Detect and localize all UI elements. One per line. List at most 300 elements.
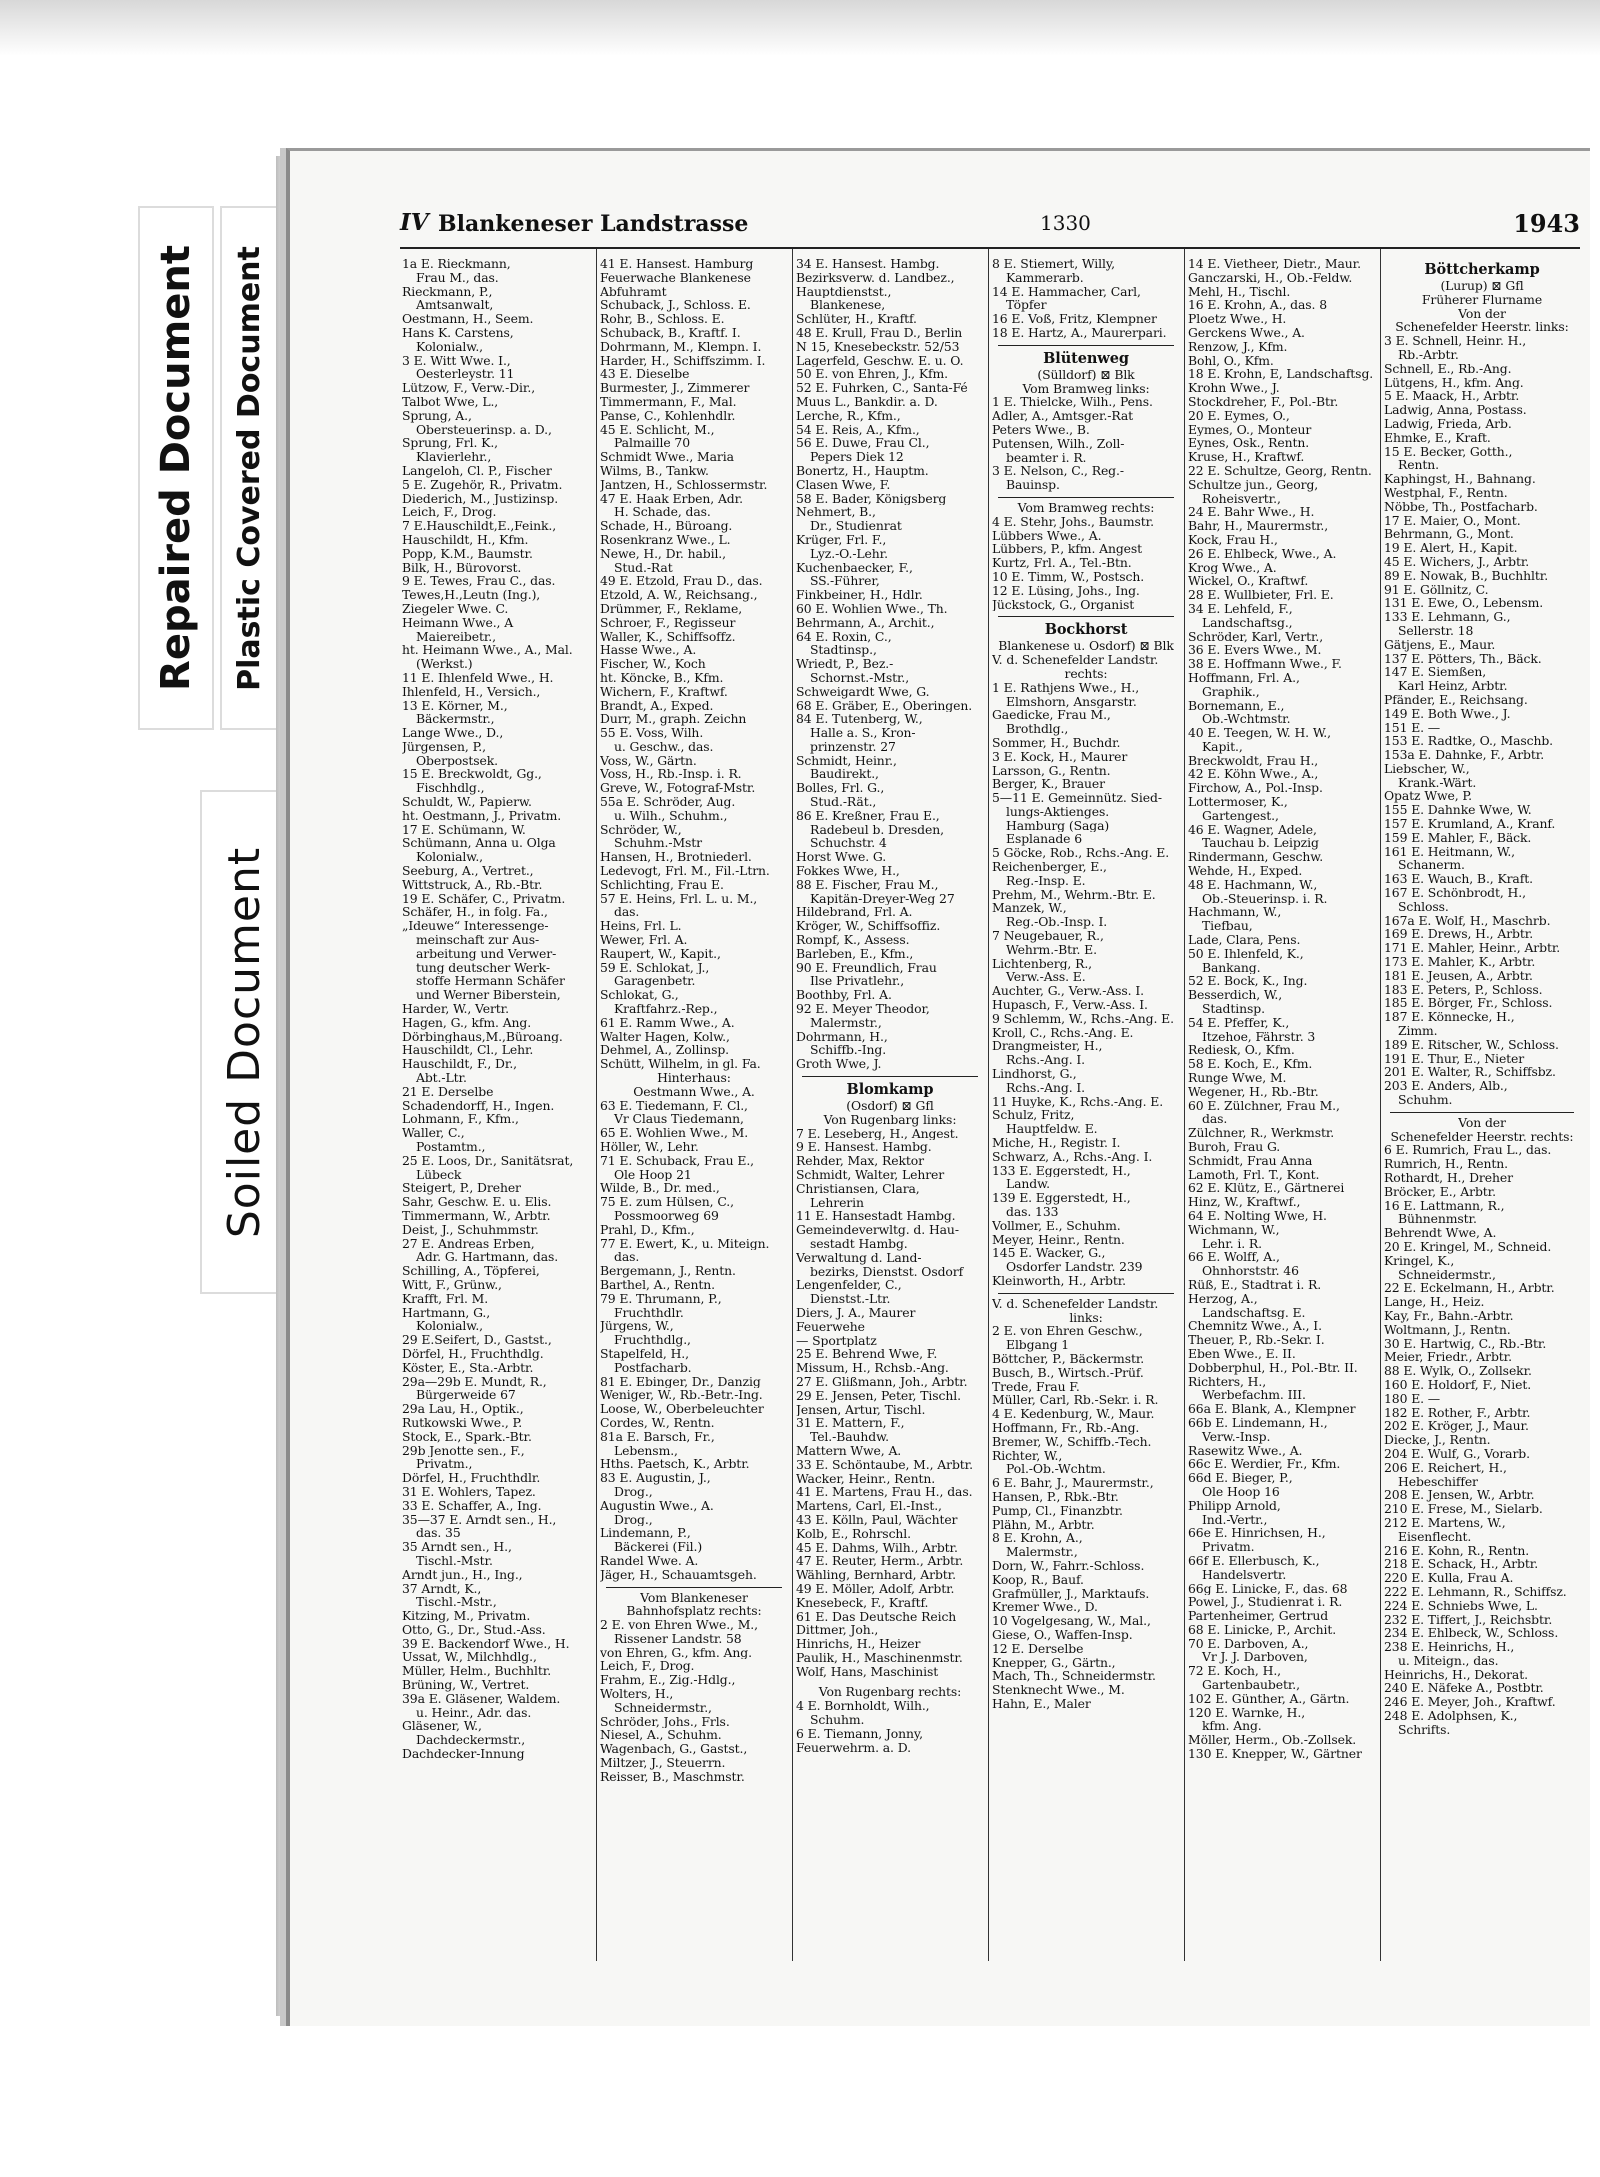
directory-entry: Raupert, W., Kapit., <box>600 946 721 961</box>
directory-entry: Hinz, W., Kraftwf., <box>1188 1195 1301 1209</box>
directory-entry: Schultze jun., Georg, <box>1188 477 1319 492</box>
directory-entry: Radebeul b. Dresden, <box>810 822 944 837</box>
directory-column-5 <box>1188 257 1376 1957</box>
directory-entry: Bilk, H., Bürovorst. <box>402 560 522 575</box>
street-heading: Bockhorst <box>1044 621 1128 639</box>
directory-entry: Hasse Wwe., A. <box>600 643 697 658</box>
directory-entry: Gätjens, E., Maur. <box>1384 637 1496 652</box>
directory-entry: Lübeck <box>416 1167 462 1182</box>
directory-entry: 3 E. Nelson, C., Reg.- <box>992 464 1124 479</box>
directory-entry: von Ehren, G., kfm. Ang. <box>600 1645 752 1660</box>
directory-entry: Schornst.-Mstr., <box>810 670 910 685</box>
directory-entry: 40 E. Teegen, W. H. W., <box>1188 726 1331 740</box>
directory-entry: Wolf, Hans, Maschinist <box>796 1664 939 1679</box>
directory-entry: Sellerstr. 18 <box>1398 623 1474 638</box>
directory-entry: Rchs.-Ang. I. <box>1006 1053 1086 1068</box>
directory-entry: beamter i. R. <box>1006 450 1087 465</box>
directory-entry: Dachdecker-Innung <box>402 1747 525 1761</box>
directory-entry: Groth Wwe, J. <box>796 1057 882 1072</box>
directory-entry: 71 E. Schuback, Frau E., <box>600 1153 755 1168</box>
directory-entry: Eisenflecht. <box>1398 1529 1472 1544</box>
directory-entry: Otto, G., Dr., Stud.-Ass. <box>402 1622 546 1637</box>
directory-entry: Bezirksverw. d. Landbez., <box>796 270 955 285</box>
column-divider <box>1380 249 1381 1961</box>
directory-entry: Verw.-Insp. <box>1202 1429 1271 1444</box>
directory-entry: Nehmert, B., <box>796 505 876 520</box>
directory-entry: Miche, H., Registr. I. <box>992 1136 1121 1150</box>
directory-entry: Leich, F., Drog. <box>600 1659 695 1674</box>
section-caption: Schenefelder Heerstr. links: <box>1395 320 1569 335</box>
column-divider <box>1184 249 1185 1961</box>
directory-entry: Schanerm. <box>1398 858 1465 873</box>
directory-entry: 55 E. Voss, Wilh. <box>600 726 704 740</box>
directory-entry: 52 E. Fuhrken, C., Santa-Fé <box>796 381 968 395</box>
directory-entry: Schroer, F., Regisseur <box>600 615 736 630</box>
directory-entry: Nöbbe, Th., Postfacharb. <box>1384 499 1538 514</box>
directory-entry: 49 E. Möller, Adolf, Arbtr. <box>796 1581 955 1596</box>
directory-entry: 181 E. Jeusen, A., Arbtr. <box>1384 968 1533 983</box>
section-caption: Von Rugenbarg rechts: <box>818 1685 962 1700</box>
directory-entry: Rutkowski Wwe., P. <box>402 1415 523 1430</box>
directory-entry: Kolonialw., <box>416 850 484 865</box>
directory-entry: das. <box>614 905 640 920</box>
directory-entry: Jürgensen, P., <box>402 739 486 754</box>
directory-entry: 33 E. Schöntaube, M., Arbtr. <box>796 1457 973 1472</box>
directory-entry: Lübbers, P., kfm. Angest <box>992 542 1143 557</box>
directory-entry: Schütt, Wilhelm, in gl. Fa. <box>600 1057 761 1072</box>
directory-page <box>286 148 1590 2026</box>
directory-entry: 61 E. Ramm Wwe., A. <box>600 1015 735 1030</box>
directory-entry: 68 E. Gräber, E., Oberingen. <box>796 698 973 713</box>
directory-entry: Finkbeiner, H., Hdlr. <box>796 588 923 602</box>
directory-entry: Leich, F., Drog. <box>402 505 497 520</box>
directory-entry: Rindermann, Geschw. <box>1188 850 1324 865</box>
directory-entry: Palmaille 70 <box>614 436 690 451</box>
directory-entry: 161 E. Heitmann, W., <box>1384 844 1516 859</box>
directory-entry: 201 E. Walter, R., Schiffsbz. <box>1384 1065 1556 1080</box>
directory-entry: 66d E. Bieger, P., <box>1188 1471 1293 1485</box>
directory-entry: 5 E. Maack, H., Arbtr. <box>1384 389 1520 404</box>
directory-entry: Sprung, A., <box>402 408 472 423</box>
directory-entry: Woltmann, J., Rentn. <box>1384 1322 1511 1337</box>
directory-entry: Waller, K., Schiffsoffz. <box>600 629 736 644</box>
directory-entry: Missum, H., Rchsb.-Ang. <box>796 1361 949 1375</box>
directory-entry: Horst Wwe. G. <box>796 850 887 865</box>
directory-entry: Lichtenberg, R., <box>992 956 1093 971</box>
directory-entry: 159 E. Mahler, F., Bäck. <box>1384 830 1532 845</box>
section-caption: (Lurup) ⊠ Gfl <box>1440 279 1524 293</box>
directory-entry: arbeitung und Verwer- <box>416 946 557 961</box>
directory-entry: Krafft, Frl. M. <box>402 1291 489 1306</box>
directory-entry: 102 E. Günther, A., Gärtn. <box>1188 1691 1350 1706</box>
section-caption: Vom Bramweg rechts: <box>1017 500 1155 515</box>
directory-entry: Rüß, E., Stadtrat i. R. <box>1188 1277 1322 1292</box>
directory-entry: Bürgerweide 67 <box>416 1388 516 1403</box>
label-plastic-text: Plastic Covered Document <box>231 245 267 691</box>
section-gap <box>796 1678 984 1685</box>
directory-entry: 59 E. Schlokat, J., <box>600 960 710 975</box>
directory-entry: Hildebrand, Frl. A. <box>796 905 913 920</box>
directory-entry: Hauschildt, H., Kfm. <box>402 532 529 547</box>
directory-entry: 31 E. Wohlers, Tapez. <box>402 1484 536 1499</box>
directory-entry: Firchow, A., Pol.-Insp. <box>1188 781 1323 796</box>
directory-entry: 14 E. Vietheer, Dietr., Maur. <box>1188 257 1361 271</box>
directory-entry: Ploetz Wwe., H. <box>1188 312 1287 326</box>
section-caption: Von Rugenbarg links: <box>823 1112 957 1127</box>
directory-entry: 1 E. Thielcke, Wilh., Pens. <box>992 395 1153 410</box>
directory-entry: Timmermann, F., Mal. <box>600 394 737 409</box>
directory-entry: Postamtm., <box>416 1140 486 1154</box>
section-separator <box>1390 1112 1574 1113</box>
directory-entry: Elmshorn, Ansgarstr. <box>1006 694 1137 709</box>
directory-entry: Theuer, P., Rb.-Sekr. I. <box>1188 1333 1325 1347</box>
directory-entry: 54 E. Pfeffer, K., <box>1188 1015 1290 1030</box>
directory-entry: Breckwoldt, Frau H., <box>1188 753 1319 768</box>
directory-entry: Kroll, C., Rchs.-Ang. E. <box>992 1025 1134 1040</box>
directory-entry: Manzek, W., <box>992 901 1067 916</box>
directory-entry: Ussat, W., Milchhdlg., <box>402 1650 537 1665</box>
directory-entry: Augustin Wwe., A. <box>600 1498 714 1513</box>
directory-entry: Meier, Friedr., Arbtr. <box>1384 1350 1512 1365</box>
directory-entry: 187 E. Könnecke, H., <box>1384 1010 1515 1025</box>
directory-entry: 17 E. Maier, O., Mont. <box>1384 513 1521 528</box>
directory-entry: lungs-Aktienges. <box>1006 804 1110 819</box>
section-caption: Vom Blankeneser <box>640 1590 748 1605</box>
directory-entry: Bolles, Frl. G., <box>796 781 885 796</box>
directory-entry: 66 E. Wolff, A., <box>1188 1250 1280 1265</box>
directory-entry: Ole Hoop 21 <box>614 1167 692 1182</box>
directory-entry: Ind.-Vertr., <box>1202 1512 1268 1527</box>
directory-entry: 8 E. Krohn, A., <box>992 1531 1083 1546</box>
directory-entry: 139 E. Eggerstedt, H., <box>992 1191 1131 1205</box>
directory-entry: Jäger, H., Schauamtsgeh. <box>600 1567 757 1582</box>
section-caption: Blankenese u. Osdorf) ⊠ Blk <box>998 639 1174 654</box>
directory-entry: Sahr, Geschw. E. u. Elis. <box>402 1195 552 1209</box>
directory-entry: Jürgens, W., <box>600 1319 674 1334</box>
directory-entry: Kolonialw., <box>416 339 484 354</box>
directory-entry: Gartengest., <box>1202 808 1279 823</box>
directory-entry: Plähn, M., Arbtr. <box>992 1517 1095 1532</box>
directory-entry: Cordes, W., Rentn. <box>600 1415 715 1430</box>
directory-entry: Drog., <box>614 1512 653 1527</box>
directory-entry: Christiansen, Clara, <box>796 1181 920 1196</box>
directory-entry: Lade, Clara, Pens. <box>1188 933 1301 947</box>
directory-entry: Dorn, W., Fahrr.-Schloss. <box>992 1558 1145 1573</box>
directory-entry: Loose, W., Oberbeleuchter <box>600 1402 764 1416</box>
directory-entry: 19 E. Schäfer, C., Privatm. <box>402 891 566 906</box>
directory-entry: 37 Arndt, K., <box>402 1581 482 1596</box>
directory-entry: Kaphingst, H., Bahnang. <box>1384 472 1536 486</box>
directory-entry: Schuback, J., Schloss. E. <box>600 298 751 313</box>
directory-entry: Krüger, Frl. F., <box>796 532 887 547</box>
page-binding-edge <box>276 156 286 2016</box>
directory-column-3 <box>796 257 984 1957</box>
directory-year: 1943 <box>1513 209 1580 238</box>
directory-entry: Barthel, A., Rentn. <box>600 1277 715 1292</box>
directory-entry: 68 E. Linicke, P., Archit. <box>1188 1622 1337 1637</box>
directory-entry: Abt.-Ltr. <box>416 1071 467 1085</box>
label-soiled-text: Soiled Document <box>219 846 271 1238</box>
directory-entry: 45 E. Wichers, J., Arbtr. <box>1384 554 1530 569</box>
directory-entry: Lange, H., Heiz. <box>1384 1295 1485 1309</box>
directory-entry: Randel Wwe. A. <box>600 1553 699 1568</box>
directory-entry: 60 E. Zülchner, Frau M., <box>1188 1098 1340 1113</box>
directory-entry: Roheisvertr., <box>1202 491 1281 506</box>
directory-entry: 64 E. Nolting Wwe, H. <box>1188 1208 1327 1223</box>
directory-entry: Lagerfeld, Geschw. E. u. O. <box>796 353 964 368</box>
directory-entry: 49 E. Etzold, Frau D., das. <box>600 574 763 589</box>
section-separator <box>606 1587 782 1588</box>
directory-entry: Newe, H., Dr. habil., <box>600 546 726 561</box>
directory-entry: Kolb, E., Rohrschl. <box>796 1526 911 1541</box>
directory-entry: 33 E. Schaffer, A., Ing. <box>402 1498 542 1513</box>
directory-entry: Hauptfeldw. E. <box>1006 1122 1098 1137</box>
directory-entry: Wacker, Heinr., Rentn. <box>796 1471 936 1486</box>
directory-entry: 39 E. Backendorf Wwe., H. <box>402 1636 570 1651</box>
directory-entry: Stenknecht Wwe., M. <box>992 1683 1125 1697</box>
directory-entry: Grafmüller, J., Marktaufs. <box>992 1586 1150 1601</box>
directory-entry: 208 E. Jensen, W., Arbtr. <box>1384 1488 1535 1503</box>
directory-entry: Müller, Helm., Buchhltr. <box>402 1664 552 1679</box>
directory-entry: Runge Wwe, M. <box>1188 1071 1287 1085</box>
directory-entry: Handelsvertr. <box>1202 1567 1287 1582</box>
directory-entry: Sprung, Frl. K., <box>402 436 499 451</box>
directory-entry: 5 Göcke, Rob., Rchs.-Ang. E. <box>992 846 1170 861</box>
directory-entry: u. Miteign., das. <box>1398 1653 1499 1668</box>
directory-entry: Behrendt Wwe, A. <box>1384 1226 1497 1240</box>
directory-entry: Rasewitz Wwe., A. <box>1188 1443 1303 1458</box>
directory-entry: Töpfer <box>1006 298 1047 313</box>
section-caption: Oestmann Wwe., A. <box>633 1084 755 1099</box>
directory-entry: Schilling, A., Töpferei, <box>402 1264 540 1278</box>
directory-entry: Mehl, H., Tischl. <box>1188 284 1291 299</box>
directory-entry: Kurtz, Frl. A., Tel.-Btn. <box>992 556 1132 570</box>
directory-entry: 88 E. Wylk, O., Zollsekr. <box>1384 1364 1532 1378</box>
column-divider <box>988 249 989 1961</box>
directory-entry: Prehm, M., Wehrm.-Btr. E. <box>992 887 1156 902</box>
directory-entry: 89 E. Nowak, B., Buchhltr. <box>1384 568 1549 583</box>
directory-entry: 29 E. Jensen, Peter, Tischl. <box>796 1388 961 1403</box>
directory-entry: 88 E. Fischer, Frau M., <box>796 877 939 892</box>
directory-entry: Amtsanwalt, <box>416 298 494 313</box>
directory-entry: 182 E. Rother, F., Arbtr. <box>1384 1405 1531 1420</box>
directory-entry: Kraftfahrz.-Rep., <box>614 1002 718 1016</box>
directory-entry: 8 E. Stiemert, Willy, <box>992 257 1115 271</box>
directory-entry: Feuerwehe <box>796 1319 865 1334</box>
directory-entry: Rieckmann, P., <box>402 284 493 299</box>
directory-entry: 218 E. Schack, H., Arbtr. <box>1384 1557 1539 1572</box>
directory-entry: Schröder, Johs., Frls. <box>600 1714 730 1729</box>
directory-entry: Stock, E., Spark.-Btr. <box>402 1429 532 1444</box>
directory-entry: Hahn, E., Maler <box>992 1696 1091 1711</box>
directory-entry: 62 E. Klütz, E., Gärtnerei <box>1188 1181 1345 1196</box>
directory-entry: 60 E. Wohlien Wwe., Th. <box>796 601 948 616</box>
directory-entry: 167 E. Schönbrodt, H., <box>1384 886 1526 900</box>
directory-entry: Dörfel, H., Fruchthdlg. <box>402 1346 544 1361</box>
directory-entry: 58 E. Bader, Königsberg <box>796 491 947 506</box>
directory-entry: Lindhorst, G., <box>992 1067 1077 1081</box>
directory-entry: 21 E. Derselbe <box>402 1084 494 1099</box>
directory-entry: Besserdich, W., <box>1188 988 1283 1003</box>
directory-entry: Giese, O., Waffen-Insp. <box>992 1627 1133 1642</box>
directory-entry: und Werner Biberstein, <box>416 988 561 1003</box>
directory-entry: Kapit., <box>1202 739 1243 754</box>
directory-entry: 39a E. Gläsener, Waldem. <box>402 1691 561 1706</box>
directory-entry: Privatm., <box>416 1457 473 1472</box>
directory-entry: 45 E. Dahms, Wilh., Arbtr. <box>796 1540 958 1555</box>
directory-entry: 27 E. Andreas Erben, <box>402 1236 535 1251</box>
directory-entry: Buroh, Frau G. <box>1188 1140 1281 1154</box>
directory-entry: tung deutscher Werk- <box>416 960 550 975</box>
directory-entry: Chemnitz Wwe., A., I. <box>1188 1319 1322 1334</box>
directory-entry: 5 E. Zugehör, R., Privatm. <box>402 477 563 492</box>
street-heading: Blomkamp <box>846 1081 934 1099</box>
directory-entry: Schmidt, Heinr., <box>796 753 897 768</box>
directory-entry: Postfacharb. <box>614 1360 692 1375</box>
directory-entry: 77 E. Ewert, K., u. Miteign. <box>600 1236 770 1251</box>
directory-entry: Hansen, P., Rbk.-Btr. <box>992 1489 1119 1504</box>
directory-entry: Itzehoe, Fährstr. 3 <box>1202 1029 1316 1044</box>
directory-entry: Schloss. <box>1398 899 1449 914</box>
directory-entry: 52 E. Bock, K., Ing. <box>1188 974 1308 989</box>
directory-entry: 36 E. Evers Wwe., M. <box>1188 643 1322 658</box>
directory-entry: Klavierlehr., <box>416 450 492 464</box>
directory-entry: 24 E. Bahr Wwe., H. <box>1188 505 1315 520</box>
directory-entry: 130 E. Knepper, W., Gärtner <box>1188 1747 1362 1761</box>
directory-entry: Fokkes Wwe, H., <box>796 864 900 878</box>
directory-entry: Wichmann, W., <box>1188 1222 1280 1237</box>
directory-entry: 15 E. Becker, Gotth., <box>1384 444 1513 459</box>
column-divider <box>596 249 597 1961</box>
directory-entry: 3 E. Witt Wwe. I., <box>402 353 511 368</box>
directory-entry: Kröger, W., Schiffsoffiz. <box>796 919 941 934</box>
directory-entry: 202 E. Kröger, J., Maur. <box>1384 1419 1529 1434</box>
directory-entry: Schade, H., Büroang. <box>600 519 733 533</box>
directory-entry: Possmoorweg 69 <box>614 1208 719 1223</box>
directory-entry: Malermstr., <box>810 1015 882 1030</box>
directory-entry: Boothby, Frl. A. <box>796 988 892 1003</box>
directory-entry: 133 E. Lehmann, G., <box>1384 610 1511 624</box>
directory-entry: Kleinworth, H., Arbtr. <box>992 1273 1127 1288</box>
directory-entry: Tel.-Bauhdw. <box>810 1430 889 1444</box>
directory-entry: Hoffmann, Frl. A., <box>1188 670 1300 685</box>
directory-entry: Garagenbetr. <box>614 974 696 989</box>
directory-entry: Greve, W., Fotograf-Mstr. <box>600 781 756 796</box>
section-separator <box>998 497 1174 498</box>
directory-entry: Timmermann, W., Arbtr. <box>402 1208 551 1223</box>
directory-entry: Harder, H., Schiffszimm. I. <box>600 353 766 368</box>
directory-entry: Sommer, H., Buchdr. <box>992 735 1121 750</box>
directory-entry: 234 E. Ehlbeck, W., Schloss. <box>1384 1626 1559 1641</box>
directory-entry: Adr. G. Hartmann, das. <box>416 1250 559 1265</box>
directory-entry: 191 E. Thur, E., Nieter <box>1384 1051 1525 1066</box>
directory-entry: ht. Oestmann, J., Privatm. <box>402 808 562 823</box>
directory-entry: Ledevogt, Frl. M., Fil.-Ltrn. <box>600 864 770 878</box>
directory-entry: Westphal, F., Rentn. <box>1384 485 1508 500</box>
directory-entry: Drangmeister, H., <box>992 1039 1103 1054</box>
directory-entry: Dittmer, Joh., <box>796 1623 879 1638</box>
directory-entry: Maiereibetr., <box>416 629 496 644</box>
directory-entry: Knesebeck, F., Kraftf. <box>796 1595 929 1610</box>
directory-entry: 232 E. Tiffert, J., Reichsbtr. <box>1384 1612 1553 1627</box>
directory-entry: Kay, Fr., Bahn.-Arbtr. <box>1384 1308 1514 1323</box>
directory-entry: SS.-Führer, <box>810 574 880 589</box>
directory-entry: Dörbinghaus,M.,Bürоang. <box>402 1029 563 1044</box>
directory-entry: Kitzing, M., Privatm. <box>402 1609 531 1623</box>
directory-entry: Schuhm. <box>810 1713 865 1727</box>
directory-entry: Vr Claus Tiedemann, <box>614 1112 744 1127</box>
directory-entry: 155 E. Dahnke Wwe, W. <box>1384 803 1532 818</box>
directory-entry: Hans K. Carstens, <box>402 325 514 340</box>
directory-entry: Frahm, E., Zig.-Hdlg., <box>600 1673 736 1688</box>
directory-entry: 3 E. Schnell, Heinr. H., <box>1384 334 1527 348</box>
directory-entry: Möller, Herm., Ob.-Zollsek. <box>1188 1733 1357 1748</box>
directory-entry: 35 Arndt sen., H., <box>402 1540 512 1554</box>
directory-entry: u. Heinr., Adr. das. <box>416 1705 532 1720</box>
directory-entry: 22 E. Schultze, Georg, Rentn. <box>1188 463 1372 478</box>
directory-entry: 27 E. Glißmann, Joh., Arbtr. <box>796 1374 968 1389</box>
directory-entry: Esplanade 6 <box>1006 832 1083 847</box>
directory-entry: Wolters, H., <box>600 1687 674 1701</box>
directory-entry: 20 E. Eymes, O., <box>1188 408 1290 423</box>
directory-entry: Partenheimer, Gertrud <box>1188 1609 1329 1623</box>
directory-entry: Rchs.-Ang. I. <box>1006 1080 1086 1095</box>
directory-entry: Rentn. <box>1398 458 1439 473</box>
directory-entry: Eben Wwe., E. II. <box>1188 1346 1296 1361</box>
directory-entry: Lützow, F., Verw.-Dir., <box>402 381 536 395</box>
directory-entry: 171 E. Mahler, Heinr., Arbtr. <box>1384 941 1561 956</box>
directory-entry: 1 E. Rathjens Wwe., H., <box>992 680 1140 695</box>
directory-entry: Schiffb.-Ing. <box>810 1043 887 1058</box>
section-caption: (Sülldorf) ⊠ Blk <box>1037 367 1135 382</box>
directory-entry: Graphik., <box>1202 684 1260 699</box>
directory-entry: Bergemann, J., Rentn. <box>600 1264 736 1278</box>
directory-entry: 61 E. Das Deutsche Reich <box>796 1609 957 1624</box>
directory-entry: 147 E. Siemßen, <box>1384 665 1487 680</box>
directory-entry: V. d. Schenefelder Landstr. <box>992 1296 1159 1311</box>
directory-entry: Rothardt, H., Dreher <box>1384 1171 1513 1185</box>
directory-entry: 120 E. Warnke, H., <box>1188 1705 1306 1720</box>
directory-entry: Burmester, J., Zimmerer <box>600 381 750 395</box>
directory-entry: 46 E. Wagner, Adele, <box>1188 822 1317 837</box>
directory-entry: Durr, M., graph. Zeichn <box>600 712 747 727</box>
directory-entry: 50 E. von Ehren, J., Kfm. <box>796 367 948 382</box>
directory-entry: Kruse, H., Kraftwf. <box>1188 450 1305 464</box>
directory-entry: 54 E. Reis, A., Kfm., <box>796 422 920 437</box>
directory-entry: Schlichting, Frau E. <box>600 877 724 892</box>
directory-entry: Philipp Arnold, <box>1188 1498 1281 1513</box>
directory-entry: Eynes, Osk., Rentn. <box>1188 436 1310 451</box>
directory-entry: 185 E. Börger, Fr., Schloss. <box>1384 996 1553 1011</box>
directory-entry: Meyer, Heinr., Rentn. <box>992 1232 1125 1247</box>
directory-entry: Dobberphul, H., Pol.-Btr. II. <box>1188 1360 1358 1375</box>
directory-entry: 31 E. Mattern, F., <box>796 1416 905 1431</box>
directory-entry: Pepers Diek 12 <box>810 450 904 464</box>
section-caption: Bahnhofsplatz rechts: <box>626 1604 762 1619</box>
directory-entry: Lütgens, H., kfm. Ang. <box>1384 375 1524 390</box>
directory-entry: 173 E. Mahler, K., Arbtr. <box>1384 955 1536 969</box>
directory-entry: 3 E. Kock, H., Maurer <box>992 749 1128 764</box>
directory-entry: 11 E. Hansestadt Hambg. <box>796 1209 956 1224</box>
directory-entry: Verwaltung d. Land- <box>796 1250 922 1265</box>
directory-entry: 70 E. Darboven, A., <box>1188 1636 1309 1651</box>
directory-entry: Schrifts. <box>1398 1722 1451 1737</box>
directory-entry: 63 E. Tiedemann, F. Cl., <box>600 1098 748 1113</box>
directory-entry: 11 E. Ihlenfeld Wwe., H. <box>402 670 554 685</box>
directory-entry: 29a Lau, H., Optik., <box>402 1402 524 1416</box>
directory-entry: 90 E. Freundlich, Frau <box>796 960 937 975</box>
directory-entry: Ziegeler Wwe. C. <box>402 601 509 616</box>
